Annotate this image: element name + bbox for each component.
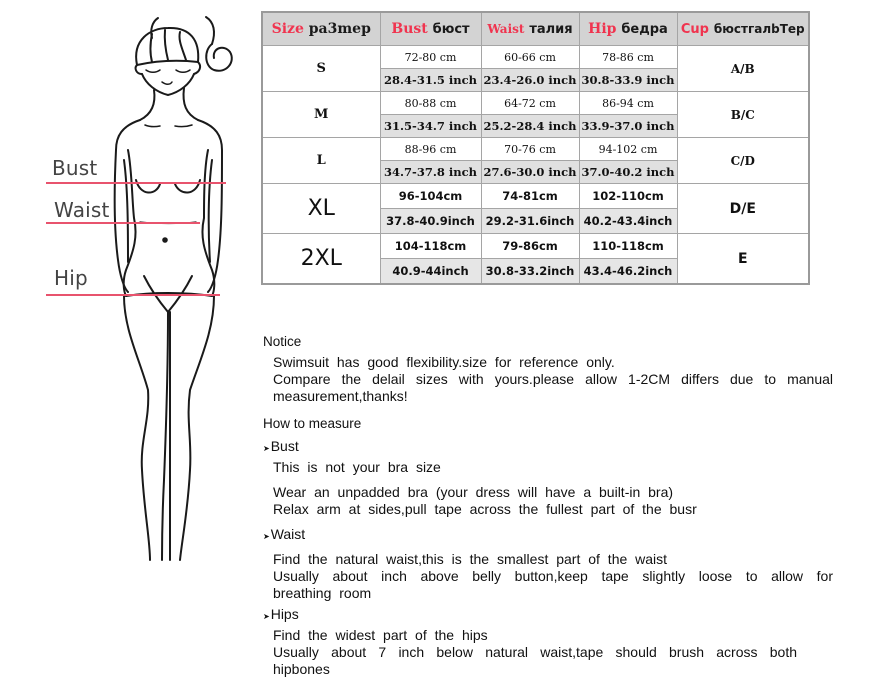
notice-line: Compare the delail sizes with yours.please allow 1-2CM differs due to manual measurement,thanks! — [273, 371, 833, 404]
header-cup-ru: бюстгалbТер — [713, 22, 805, 36]
header-cup — [677, 12, 809, 46]
waist-cm-cell: 70-76 cm — [481, 138, 579, 161]
waist-inch-cell: 30.8-33.2inch — [481, 259, 579, 285]
header-size-ru: pa3mep — [308, 21, 371, 37]
table-row — [262, 92, 809, 115]
bust-instruction: Wear an unpadded bra (your dress will have a built-in bra) — [273, 484, 674, 500]
header-hip-en: Hip — [588, 21, 617, 37]
size-cell: XL — [262, 184, 380, 234]
header-bust-en: Bust — [391, 21, 428, 37]
bust-cm-cell: 72-80 cm — [380, 46, 481, 69]
arrow-bullet-icon: ➤ — [263, 444, 270, 453]
hip-cm-cell: 102-110cm — [579, 184, 677, 209]
table-header-row — [262, 12, 809, 46]
body-measurement-figure — [0, 0, 255, 695]
section-title-text: Hips — [270, 606, 299, 622]
table-row — [262, 138, 809, 161]
hip-cm-cell: 110-118cm — [579, 234, 677, 259]
cup-cell: B/C — [677, 92, 809, 138]
hip-label: Hip — [54, 266, 88, 290]
waist-inch-cell: 29.2-31.6inch — [481, 209, 579, 234]
waist-section-title — [263, 526, 833, 543]
bust-cm-cell: 88-96 cm — [380, 138, 481, 161]
bust-section-title — [263, 438, 833, 455]
hip-inch-cell: 40.2-43.4inch — [579, 209, 677, 234]
hip-line — [46, 294, 220, 296]
how-to-measure-title: How to measure — [263, 416, 362, 431]
header-size — [262, 12, 380, 46]
header-waist — [481, 12, 579, 46]
notice-title: Notice — [263, 334, 302, 349]
size-cell: 2XL — [262, 234, 380, 285]
hip-inch-cell: 30.8-33.9 inch — [579, 69, 677, 92]
waist-cm-cell: 74-81cm — [481, 184, 579, 209]
section-title-text: Bust — [270, 438, 299, 454]
waist-line — [46, 222, 200, 224]
waist-cm-cell: 64-72 cm — [481, 92, 579, 115]
header-size-en: Size — [271, 21, 304, 37]
header-cup-en: Cup — [680, 22, 709, 37]
bust-instruction: Relax arm at sides,pull tape across the fullest part of the busr — [273, 501, 697, 517]
bust-inch-cell: 28.4-31.5 inch — [380, 69, 481, 92]
header-bust — [380, 12, 481, 46]
cup-cell: C/D — [677, 138, 809, 184]
bust-label: Bust — [52, 156, 98, 180]
hips-section-title — [263, 606, 833, 623]
cup-cell: D/E — [677, 184, 809, 234]
header-waist-ru: талия — [529, 22, 573, 37]
woman-outline-drawing — [0, 0, 255, 695]
cup-cell: E — [677, 234, 809, 285]
hip-cm-cell: 94-102 cm — [579, 138, 677, 161]
bust-cm-cell: 96-104cm — [380, 184, 481, 209]
notice-line: Swimsuit has good flexibility.size for reference only. — [273, 354, 615, 370]
hips-instruction: Find the widest part of the hips — [273, 627, 488, 643]
bust-cm-cell: 80-88 cm — [380, 92, 481, 115]
size-cell: L — [262, 138, 380, 184]
arrow-bullet-icon: ➤ — [263, 532, 270, 541]
hips-instruction: Usually about 7 inch below natural waist,tape should brush across both hipbones — [273, 644, 797, 677]
table-row — [262, 46, 809, 69]
bust-inch-cell: 31.5-34.7 inch — [380, 115, 481, 138]
cup-cell: A/B — [677, 46, 809, 92]
bust-cm-cell: 104-118cm — [380, 234, 481, 259]
hip-cm-cell: 86-94 cm — [579, 92, 677, 115]
bust-inch-cell: 34.7-37.8 inch — [380, 161, 481, 184]
measurement-notes — [263, 333, 833, 678]
waist-instruction: Find the natural waist,this is the smallest part of the waist — [273, 551, 668, 567]
bust-line — [46, 182, 226, 184]
waist-instruction: Usually about inch above belly button,keep tape slightly loose to allow for breathing room — [273, 568, 833, 601]
waist-inch-cell: 23.4-26.0 inch — [481, 69, 579, 92]
bust-inch-cell: 40.9-44inch — [380, 259, 481, 285]
waist-label: Waist — [54, 198, 110, 222]
section-title-text: Waist — [270, 526, 306, 542]
waist-inch-cell: 25.2-28.4 inch — [481, 115, 579, 138]
waist-inch-cell: 27.6-30.0 inch — [481, 161, 579, 184]
waist-cm-cell: 60-66 cm — [481, 46, 579, 69]
header-waist-en: Waist — [487, 22, 525, 36]
table-row — [262, 184, 809, 209]
size-cell: S — [262, 46, 380, 92]
header-hip-ru: бедра — [621, 22, 668, 37]
hip-inch-cell: 33.9-37.0 inch — [579, 115, 677, 138]
size-cell: M — [262, 92, 380, 138]
header-bust-ru: бюст — [432, 22, 470, 37]
arrow-bullet-icon: ➤ — [263, 612, 270, 621]
hip-inch-cell: 37.0-40.2 inch — [579, 161, 677, 184]
hip-cm-cell: 78-86 cm — [579, 46, 677, 69]
table-row — [262, 234, 809, 259]
bust-instruction: This is not your bra size — [273, 459, 441, 475]
bust-inch-cell: 37.8-40.9inch — [380, 209, 481, 234]
size-chart-table — [261, 11, 810, 285]
hip-inch-cell: 43.4-46.2inch — [579, 259, 677, 285]
waist-cm-cell: 79-86cm — [481, 234, 579, 259]
header-hip — [579, 12, 677, 46]
